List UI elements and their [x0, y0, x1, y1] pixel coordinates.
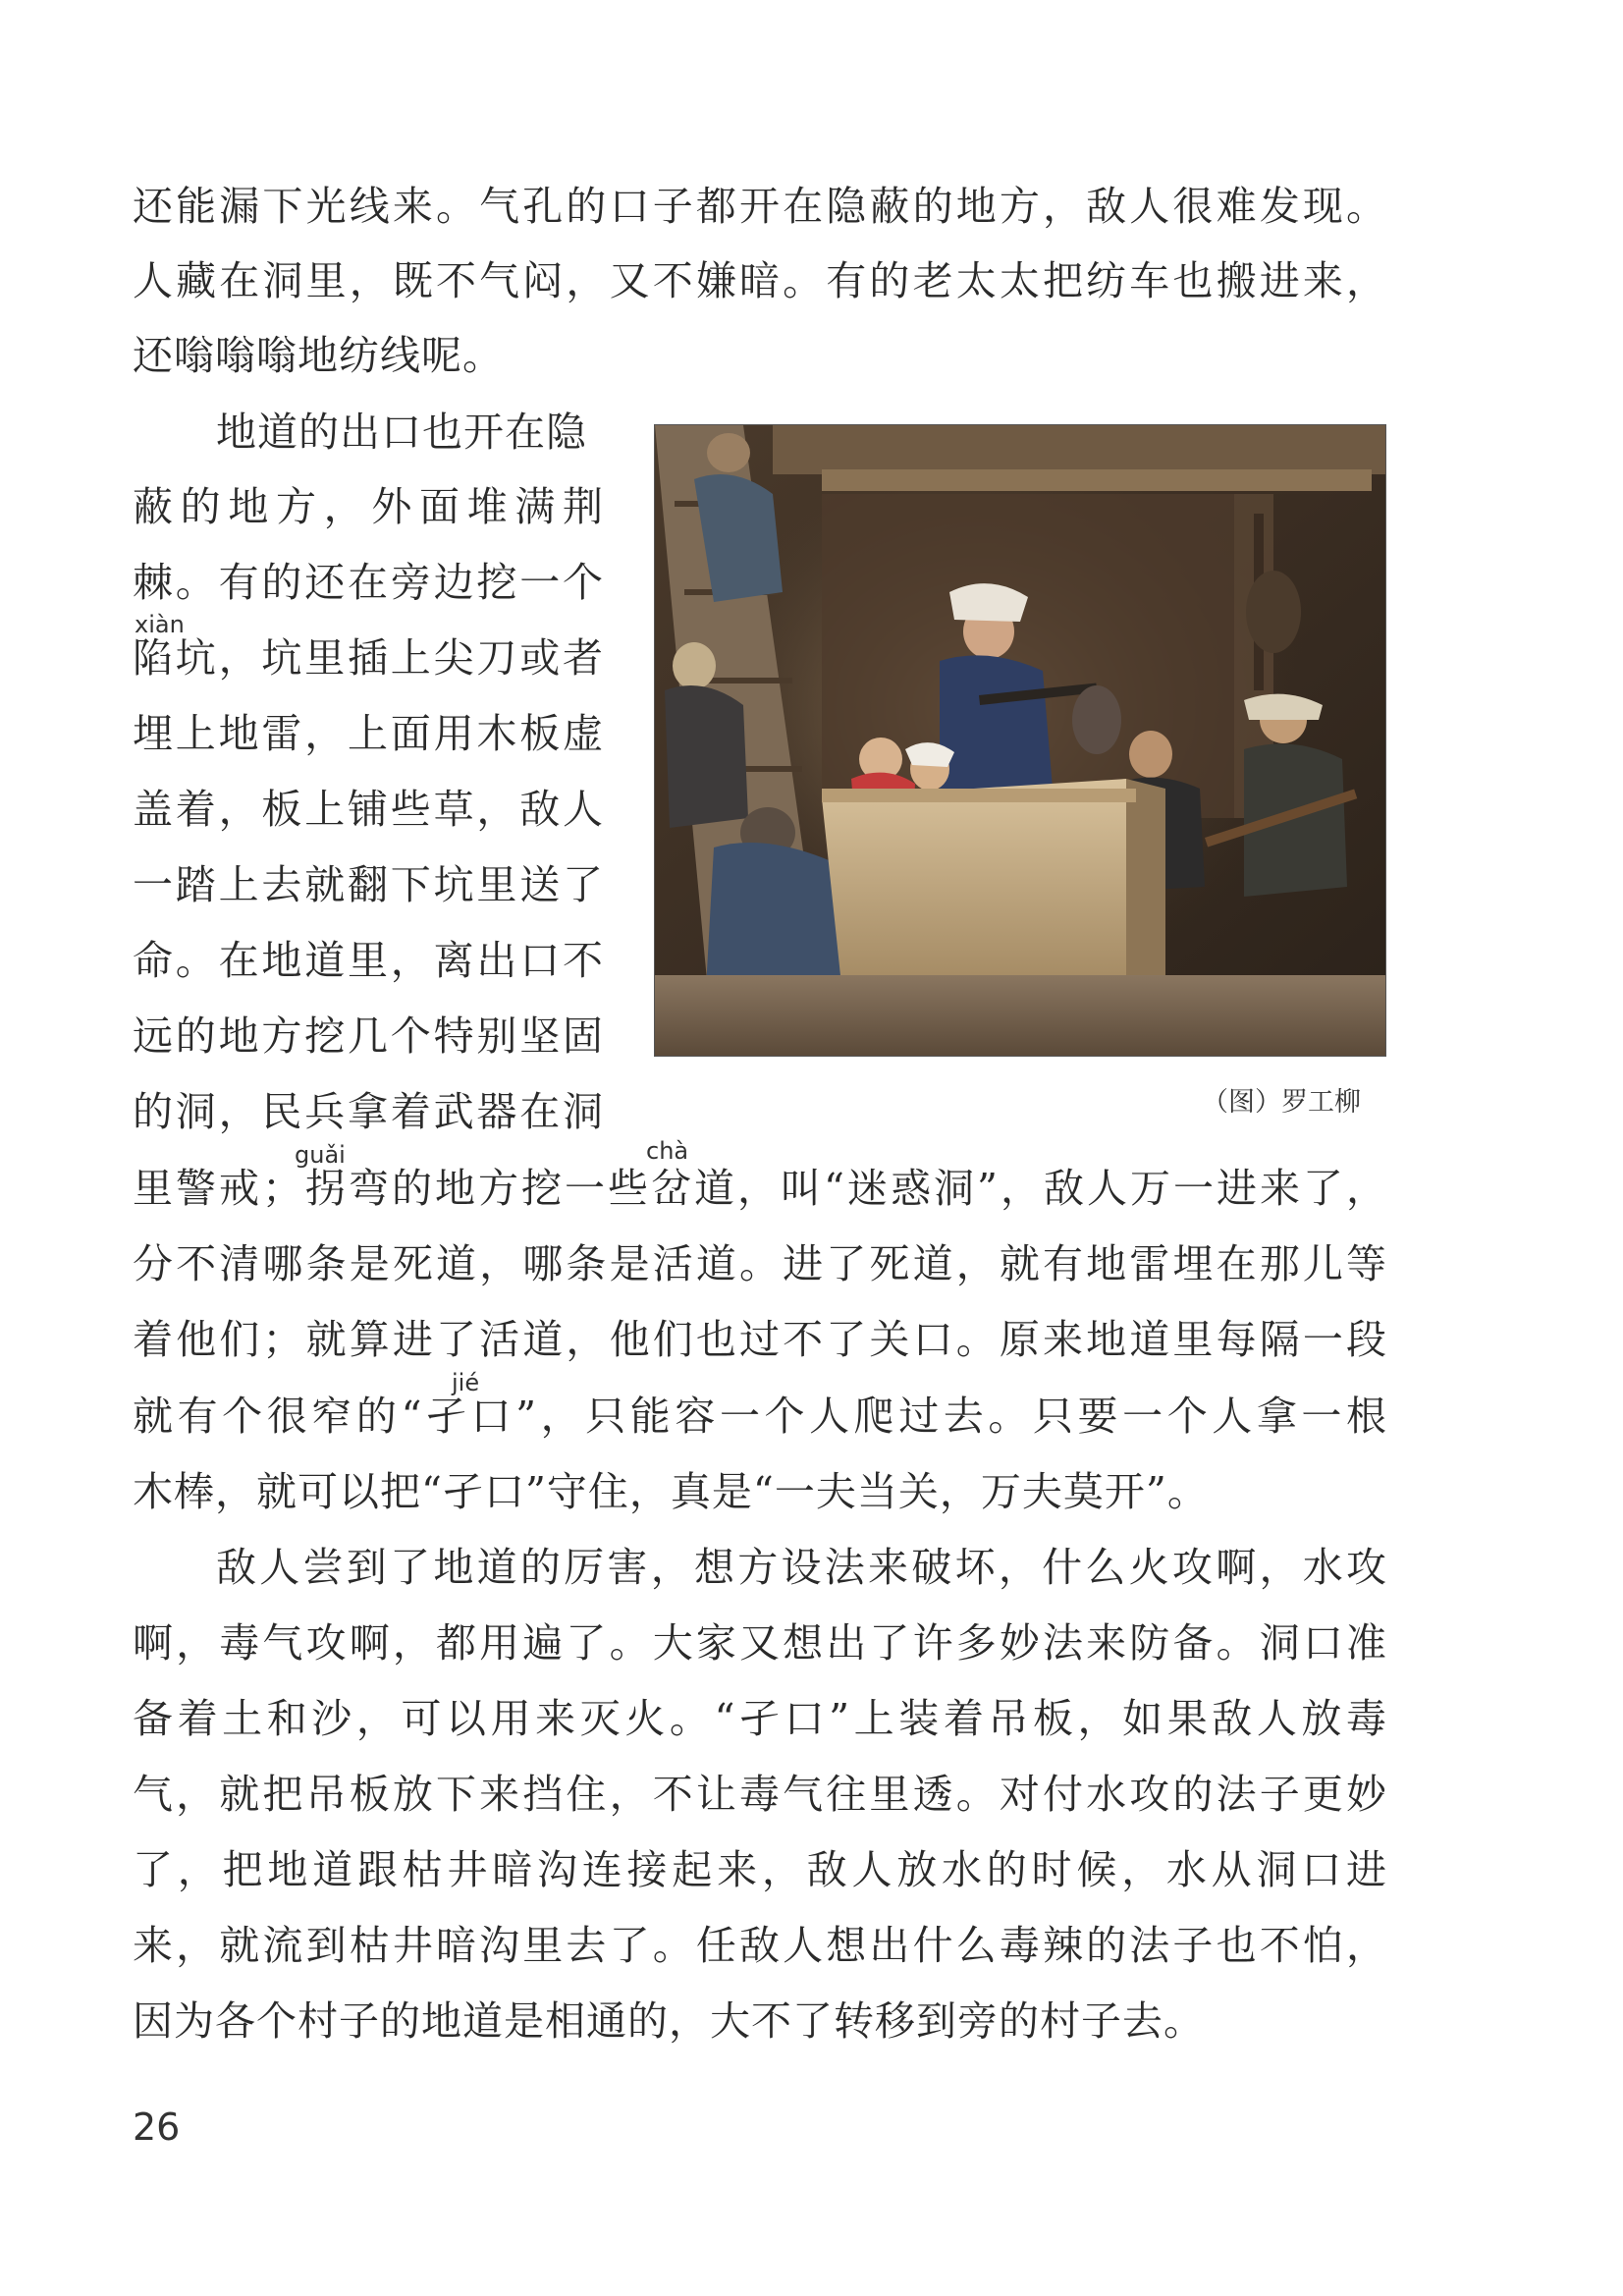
text-line: 人藏在洞里，既不气闷，又不嫌暗。有的老太太把纺车也搬进来，: [133, 257, 1387, 304]
page-number: 26: [133, 2105, 181, 2149]
pinyin-annotation: xiàn: [135, 611, 185, 638]
text-line: 着他们；就算进了活道，他们也过不了关口。原来地道里每隔一段: [133, 1316, 1387, 1363]
text-line: 盖着，板上铺些草，敌人: [133, 786, 604, 833]
text-line: 里警戒；拐弯的地方挖一些岔道，叫“迷惑洞”，敌人万一进来了，: [133, 1165, 1387, 1212]
painting-illustration: [654, 424, 1386, 1057]
text-line: 啊，毒气攻啊，都用遍了。大家又想出了许多妙法来防备。洞口准: [133, 1619, 1387, 1667]
text-line: 陷坑，坑里插上尖刀或者: [133, 634, 604, 682]
text-line: 命。在地道里，离出口不: [133, 937, 604, 984]
text-line: 棘。有的还在旁边挖一个: [133, 559, 604, 606]
text-line: 一踏上去就翻下坑里送了: [133, 861, 604, 908]
text-line: 就有个很窄的“孑口”，只能容一个人爬过去。只要一个人拿一根: [133, 1393, 1387, 1440]
pinyin-annotation: guǎi: [295, 1141, 346, 1169]
text-line: 备着土和沙，可以用来灭火。“孑口”上装着吊板，如果敌人放毒: [133, 1695, 1387, 1742]
painting-image: [655, 425, 1385, 1056]
text-line: 蔽的地方，外面堆满荆: [133, 483, 604, 530]
text-line: 还嗡嗡嗡地纺线呢。: [133, 332, 504, 379]
text-line: 还能漏下光线来。气孔的口子都开在隐蔽的地方，敌人很难发现。: [133, 183, 1387, 230]
text-line: 地道的出口也开在隐: [216, 409, 587, 456]
pinyin-annotation: chà: [646, 1137, 689, 1165]
text-line: 远的地方挖几个特别坚固: [133, 1012, 604, 1060]
text-line: 分不清哪条是死道，哪条是活道。进了死道，就有地雷埋在那儿等: [133, 1240, 1387, 1287]
text-line: 的洞，民兵拿着武器在洞: [133, 1088, 604, 1135]
text-line: 来，就流到枯井暗沟里去了。任敌人想出什么毒辣的法子也不怕，: [133, 1922, 1387, 1969]
text-line: 因为各个村子的地道是相通的，大不了转移到旁的村子去。: [133, 1997, 1205, 2045]
text-line: 木棒，就可以把“孑口”守住，真是“一夫当关，万夫莫开”。: [133, 1468, 1209, 1515]
text-line: 气，就把吊板放下来挡住，不让毒气往里透。对付水攻的法子更妙: [133, 1771, 1387, 1818]
figure-caption: （图）罗工柳: [1202, 1087, 1361, 1118]
text-line: 了，把地道跟枯井暗沟连接起来，敌人放水的时候，水从洞口进: [133, 1846, 1387, 1893]
pinyin-annotation: jié: [452, 1369, 480, 1396]
text-line: 埋上地雷，上面用木板虚: [133, 710, 604, 757]
text-line: 敌人尝到了地道的厉害，想方设法来破坏，什么火攻啊，水攻: [216, 1544, 1387, 1591]
